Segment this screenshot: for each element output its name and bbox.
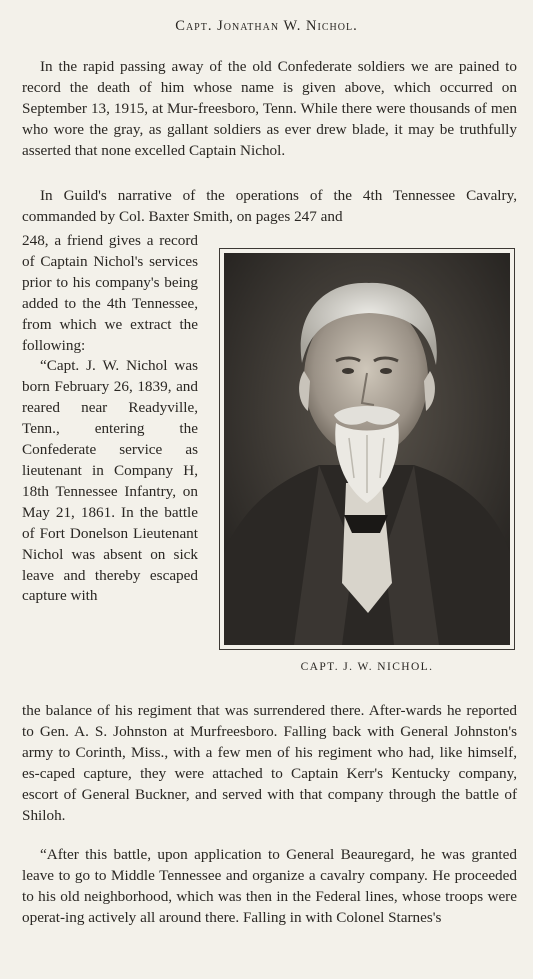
title-prefix: Capt. — [175, 18, 218, 34]
page-title — [0, 18, 533, 35]
photo-caption: CAPT. J. W. NICHOL. — [300, 661, 434, 673]
paragraph-guild-lead: In Guild's narrative of the operations of the 4th Tennessee Cavalry, commanded by Col. Baxter Smith, on pages 247 and — [22, 187, 517, 225]
paragraph-quote-start: “Capt. J. W. Nichol was born February 26, 1839, and reared near Readyville, Tenn., entering the Confederate service as lieutenant in Company H, 18th Tennessee Infantry, on May 21, 1861. In the battle of Fort Donelson Lieutenant Nichol was absent on sick leave and thereby escaped capture with — [22, 357, 198, 605]
wrapped-text-column — [22, 231, 198, 607]
portrait-photo — [219, 248, 515, 650]
title-name: Jonathan W. Nichol. — [217, 18, 358, 34]
portrait-image — [224, 253, 510, 645]
paragraph-after-shiloh: “After this battle, upon application to General Beauregard, he was granted leave to go to Middle Tennessee and organize a cavalry company. He proceeded to his old neighborhood, which was then in the Federal lines, whose troops were operat-ing actively all around there. Falling in with Colonel Starnes's — [22, 846, 517, 926]
paragraph-intro: In the rapid passing away of the old Confederate soldiers we are pained to record the death of him whose name is given above, which occurred on September 13, 1915, at Mur-freesboro, Tenn. While there were thousands of men who wore the gray, as gallant soldiers as ever drew blade, it may be truthfully asserted that none excelled Captain Nichol. — [22, 58, 517, 159]
paragraph-guild-wrap: 248, a friend gives a record of Captain Nichol's services prior to his company's being added to the 4th Tennessee, from which we extract the following: — [22, 232, 198, 354]
paragraph-quote-continued: the balance of his regiment that was surrendered there. After-wards he reported to Gen. A. S. Johnston at Murfreesboro. Falling back with General Johnston's army to Corinth, Miss., with a few men of his regiment who had, like himself, es-caped capture, they were attached to Captain Kerr's Kentucky company, escort of General Buckner, and served with that company through the battle of Shiloh. — [22, 702, 517, 824]
